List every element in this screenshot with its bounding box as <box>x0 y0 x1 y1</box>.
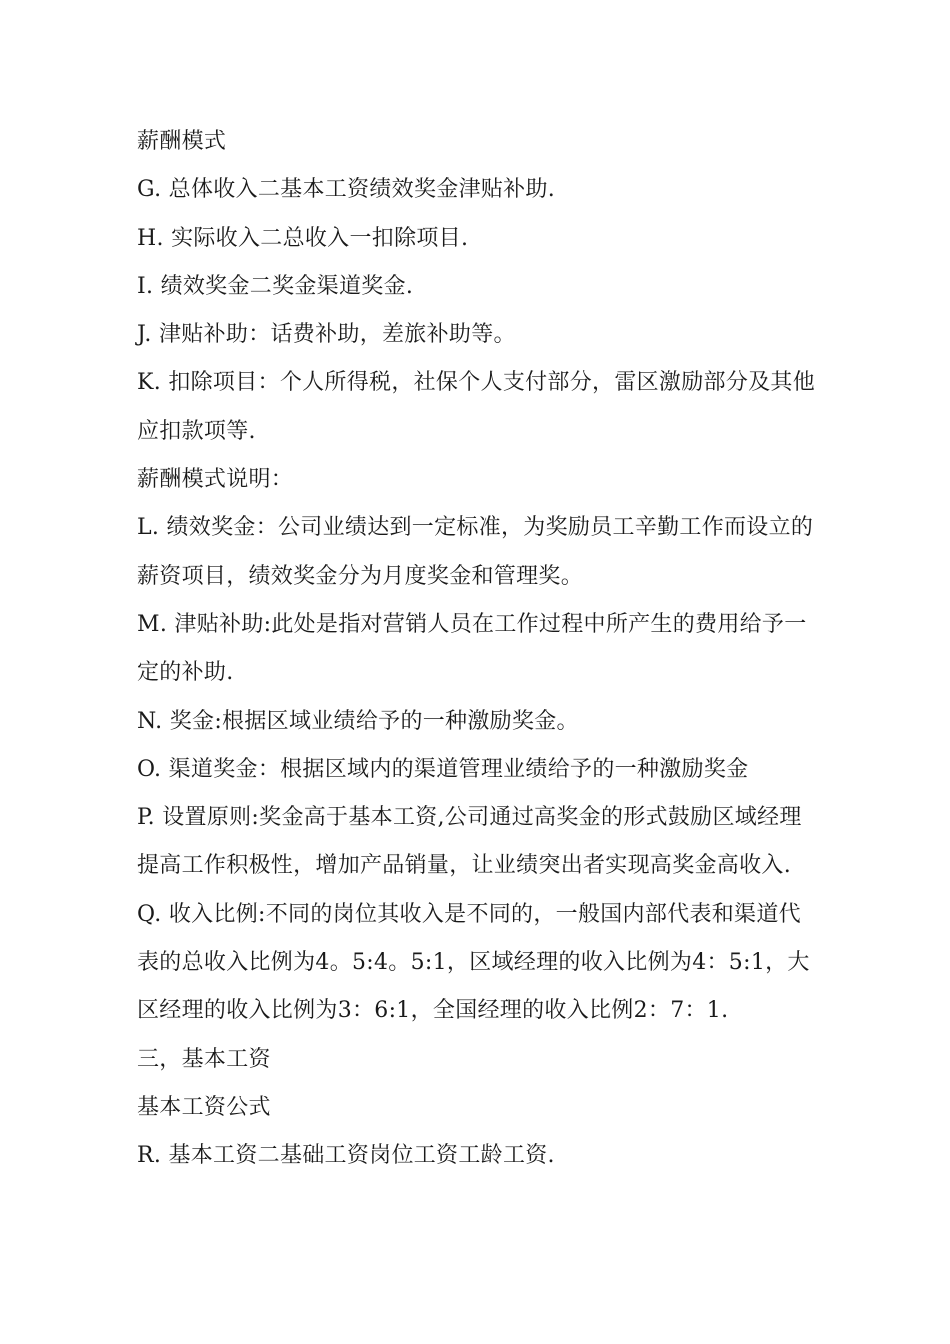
paragraph-line: 区经理的收入比例为3：6:1，全国经理的收入比例2：7：1. <box>137 998 729 1024</box>
paragraph-line: P. 设置原则:奖金高于基本工资,公司通过高奖金的形式鼓励区域经理 <box>137 805 802 831</box>
document-body <box>137 118 827 1181</box>
paragraph-line: I. 绩效奖金二奖金渠道奖金. <box>137 273 414 299</box>
paragraph-line: K. 扣除项目：个人所得税，社保个人支付部分，雷区激励部分及其他 <box>137 370 816 396</box>
section-heading: 薪酬模式 <box>137 129 227 154</box>
paragraph-line: R. 基本工资二基础工资岗位工资工龄工资. <box>137 1143 555 1169</box>
section-heading: 三，基本工资 <box>137 1046 271 1072</box>
paragraph-line: J. 津贴补助：话费补助，差旅补助等。 <box>137 322 516 348</box>
paragraph-line: O. 渠道奖金：根据区域内的渠道管理业绩给予的一种激励奖金 <box>137 756 749 782</box>
paragraph-line: G. 总体收入二基本工资绩效奖金津贴补助. <box>137 177 556 203</box>
paragraph-line: 提高工作积极性，增加产品销量，让业绩突出者实现高奖金高收入. <box>137 853 791 879</box>
section-heading: 薪酬模式说明： <box>137 467 294 493</box>
section-heading: 基本工资公式 <box>137 1094 271 1120</box>
paragraph-line: L. 绩效奖金：公司业绩达到一定标准，为奖励员工辛勤工作而设立的 <box>137 515 814 541</box>
paragraph-line: 薪资项目，绩效奖金分为月度奖金和管理奖。 <box>137 563 584 589</box>
paragraph-line: N. 奖金:根据区域业绩给予的一种激励奖金。 <box>137 708 579 734</box>
paragraph-line: 应扣款项等. <box>137 418 256 444</box>
paragraph-line: Q. 收入比例:不同的岗位其收入是不同的，一般国内部代表和渠道代 <box>137 901 801 927</box>
paragraph-line: M. 津贴补助:此处是指对营销人员在工作过程中所产生的费用给予一 <box>137 611 807 637</box>
paragraph-line: 表的总收入比例为4。5:4。5:1，区域经理的收入比例为4：5:1，大 <box>137 950 810 976</box>
paragraph-line: 定的补助. <box>137 660 234 686</box>
paragraph-line: H. 实际收入二总收入一扣除项目. <box>137 225 469 251</box>
